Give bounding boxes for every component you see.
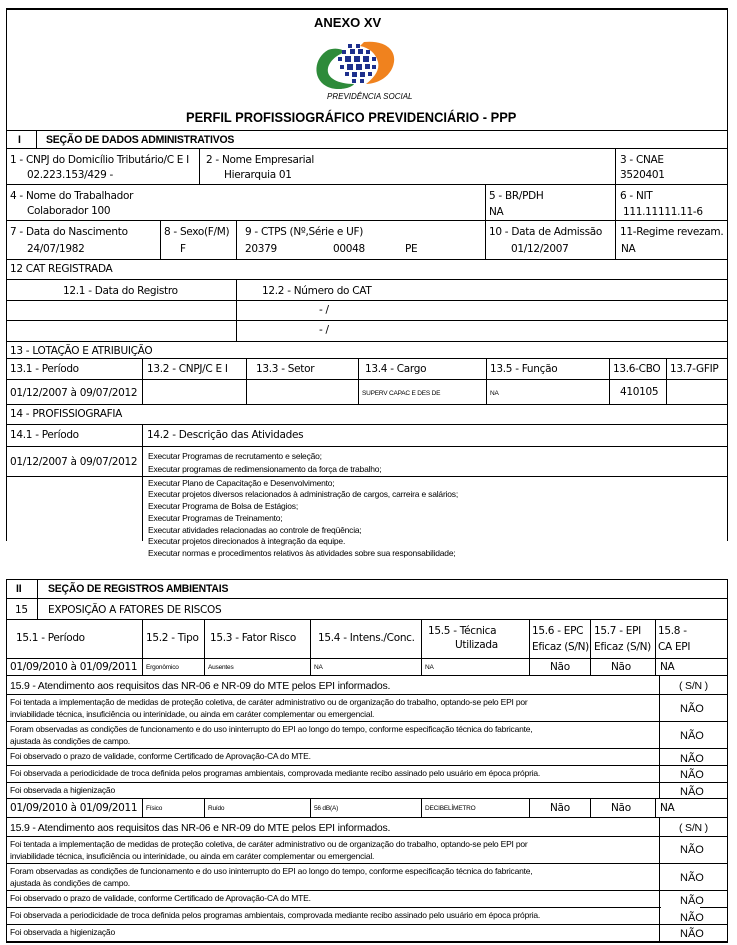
lotacao-title: 13 - LOTAÇÃO E ATRIBUIÇÃO xyxy=(10,345,153,357)
document-title: PERFIL PROFISSIOGRÁFICO PREVIDENCIÁRIO - PPP xyxy=(186,109,517,125)
cat-number-header: 12.2 - Número do CAT xyxy=(262,285,372,297)
exposure-header-tecnica: 15.5 - Técnica xyxy=(428,625,497,637)
requirement-text: Foram observadas as condições de funcionamento e do uso ininterrupto do EPI ao longo do tempo, conforme especificação técnica do fabricante, xyxy=(10,724,533,734)
profissiografia-title: 14 - PROFISSIOGRAFIA xyxy=(10,408,123,420)
requirement-answer: NÃO xyxy=(680,844,704,856)
requirement-text: Foi observada a higienização xyxy=(10,927,115,937)
lotacao-funcao-value: NA xyxy=(490,390,499,397)
section-2-title: SEÇÃO DE REGISTROS AMBIENTAIS xyxy=(48,583,229,595)
section-1-number: I xyxy=(18,134,21,146)
requirement-text: Foi observado o prazo de validade, conforme Certificado de Aprovação-CA do MTE. xyxy=(10,751,311,761)
cnae-label: 3 - CNAE xyxy=(620,154,664,166)
birth-date-value: 24/07/1982 xyxy=(27,243,85,255)
activity-item: Executar atividades relacionadas ao controle de freqüência; xyxy=(148,525,362,535)
exposure-epc: Não xyxy=(550,802,570,814)
requirements-sn-header: ( S/N ) xyxy=(679,680,708,692)
exposure-periodo: 01/09/2010 à 01/09/2011 xyxy=(10,661,138,673)
exposure-ca: NA xyxy=(660,802,675,814)
company-name-value: Hierarquia 01 xyxy=(224,169,292,181)
requirements-title: 15.9 - Atendimento aos requisitos das NR-06 e NR-09 do MTE pelos EPI informados. xyxy=(10,680,391,692)
exposure-header-ca: 15.8 - xyxy=(658,625,687,637)
exposure-header-epi: 15.7 - EPI xyxy=(594,625,641,637)
lotacao-cargo-value: SUPERV CAPAC E DES DE xyxy=(362,390,441,397)
cnpj-label: 1 - CNPJ do Domicílio Tributário/C E I xyxy=(10,154,189,166)
activity-item: Executar Programa de Bolsa de Estágios; xyxy=(148,501,299,511)
cnae-value: 3520401 xyxy=(620,169,665,181)
exposure-header-epc-2: Eficaz (S/N) xyxy=(532,641,589,653)
requirement-answer: NÃO xyxy=(680,769,704,781)
exposure-periodo: 01/09/2010 à 01/09/2011 xyxy=(10,802,138,814)
activity-item: Executar projetos direcionados à integração da equipe. xyxy=(148,536,346,546)
admission-date-label: 10 - Data de Admissão xyxy=(489,226,603,238)
nit-value: 111.11111.11-6 xyxy=(623,206,703,218)
logo-caption: PREVIDÊNCIA SOCIAL xyxy=(327,92,413,101)
section-1-title: SEÇÃO DE DADOS ADMINISTRATIVOS xyxy=(46,134,235,146)
requirement-answer: NÃO xyxy=(680,753,704,765)
exposure-section-title: EXPOSIÇÃO A FATORES DE RISCOS xyxy=(48,604,222,616)
activity-item: Executar programas de redimensionamento da força de trabalho; xyxy=(148,464,382,474)
requirement-text: Foi tentada a implementação de medidas de proteção coletiva, de caráter administrativo ou de organização do trabalho, optando-se pelo EPI por xyxy=(10,839,528,849)
activity-item: Executar Programas de Treinamento; xyxy=(148,513,283,523)
exposure-tecnica: NA xyxy=(425,664,434,671)
worker-name-label: 4 - Nome do Trabalhador xyxy=(10,190,134,202)
requirement-answer: NÃO xyxy=(680,730,704,742)
activity-item: Executar normas e procedimentos relativos às atividades sobre sua responsabilidade; xyxy=(148,548,456,558)
activity-item: Executar Programas de recrutamento e seleção; xyxy=(148,451,322,461)
exposure-section-number: 15 xyxy=(15,604,28,616)
exposure-tipo: Ergonômico xyxy=(146,664,179,671)
ctps-number: 20379 xyxy=(245,243,277,255)
sex-label: 8 - Sexo(F/M) xyxy=(164,226,230,238)
nit-label: 6 - NIT xyxy=(620,190,653,202)
exposure-fator: Ruído xyxy=(208,805,225,812)
exposure-epc: Não xyxy=(550,661,570,673)
shift-regime-label: 11-Regime revezam. xyxy=(620,226,724,238)
lotacao-header-funcao: 13.5 - Função xyxy=(490,363,558,375)
lotacao-header-periodo: 13.1 - Período xyxy=(10,363,79,375)
activity-item: Executar Plano de Capacitação e Desenvolvimento; xyxy=(148,478,335,488)
admission-date-value: 01/12/2007 xyxy=(511,243,569,255)
requirement-answer: NÃO xyxy=(680,786,704,798)
requirements-sn-header: ( S/N ) xyxy=(679,822,708,834)
requirement-answer: NÃO xyxy=(680,912,704,924)
profissiografia-periodo-header: 14.1 - Período xyxy=(10,429,79,441)
exposure-epi: Não xyxy=(611,661,631,673)
cat-title: 12 CAT REGISTRADA xyxy=(10,263,113,275)
exposure-header-tecnica-2: Utilizada xyxy=(455,639,498,651)
ctps-label: 9 - CTPS (Nº,Série e UF) xyxy=(245,226,364,238)
requirement-answer: NÃO xyxy=(680,703,704,715)
lotacao-periodo-value: 01/12/2007 à 09/07/2012 xyxy=(10,387,138,399)
requirement-answer: NÃO xyxy=(680,895,704,907)
ctps-uf: PE xyxy=(405,243,418,255)
br-pdh-label: 5 - BR/PDH xyxy=(489,190,544,202)
requirement-text: Foi observada a periodicidade de troca definida pelos programas ambientais, comprovada mediante recibo assinado pelo usuário em época própria. xyxy=(10,910,541,920)
profissiografia-descricao-header: 14.2 - Descrição das Atividades xyxy=(147,429,304,441)
cat-number-value: - / xyxy=(319,304,329,316)
requirement-text: Foram observadas as condições de funcionamento e do uso ininterrupto do EPI ao longo do tempo, conforme especificação técnica do fabricante, xyxy=(10,866,533,876)
requirement-text: ajustada às condições de campo. xyxy=(10,878,130,888)
lotacao-cbo-value: 410105 xyxy=(620,386,659,398)
shift-regime-value: NA xyxy=(621,243,636,255)
exposure-tipo: Físico xyxy=(146,805,163,812)
exposure-tecnica: DECIBELÍMETRO xyxy=(425,805,476,812)
exposure-header-ca-2: CA EPI xyxy=(658,641,691,653)
previdencia-social-logo xyxy=(308,38,406,92)
requirement-text: Foi observada a higienização xyxy=(10,785,115,795)
cat-number-value: - / xyxy=(319,324,329,336)
exposure-header-periodo: 15.1 - Período xyxy=(16,632,85,644)
ctps-series: 00048 xyxy=(333,243,365,255)
exposure-header-fator: 15.3 - Fator Risco xyxy=(210,632,297,644)
exposure-epi: Não xyxy=(611,802,631,814)
requirement-answer: NÃO xyxy=(680,872,704,884)
profissiografia-periodo-value: 01/12/2007 à 09/07/2012 xyxy=(10,456,138,468)
annex-title: ANEXO XV xyxy=(314,15,382,30)
requirement-answer: NÃO xyxy=(680,928,704,940)
exposure-intens: NA xyxy=(314,664,323,671)
cnpj-value: 02.223.153/429 - xyxy=(27,169,114,181)
requirement-text: Foi observado o prazo de validade, conforme Certificado de Aprovação-CA do MTE. xyxy=(10,893,311,903)
requirement-text: Foi tentada a implementação de medidas de proteção coletiva, de caráter administrativo ou de organização do trabalho, optando-se pelo EPI por xyxy=(10,697,528,707)
company-name-label: 2 - Nome Empresarial xyxy=(206,154,315,166)
requirement-text: inviabilidade técnica, insuficiência ou interinidade, ou ainda em caráter complementar ou emergencial. xyxy=(10,709,375,719)
lotacao-header-cbo: 13.6-CBO xyxy=(613,363,661,375)
exposure-header-epi-2: Eficaz (S/N) xyxy=(594,641,651,653)
exposure-header-tipo: 15.2 - Tipo xyxy=(146,632,199,644)
birth-date-label: 7 - Data do Nascimento xyxy=(10,226,128,238)
requirement-text: Foi observada a periodicidade de troca definida pelos programas ambientais, comprovada mediante recibo assinado pelo usuário em época própria. xyxy=(10,768,541,778)
exposure-header-intens: 15.4 - Intens./Conc. xyxy=(318,632,415,644)
lotacao-header-cargo: 13.4 - Cargo xyxy=(365,363,427,375)
exposure-ca: NA xyxy=(660,661,675,673)
activity-item: Executar projetos diversos relacionados à administração de cargos, carreira e salários; xyxy=(148,489,459,499)
sex-value: F xyxy=(180,243,186,255)
cat-date-header: 12.1 - Data do Registro xyxy=(63,285,178,297)
exposure-intens: 56 dB(A) xyxy=(314,805,339,812)
requirement-text: inviabilidade técnica, insuficiência ou interinidade, ou ainda em caráter complementar ou emergencial. xyxy=(10,851,375,861)
lotacao-header-gfip: 13.7-GFIP xyxy=(670,363,719,375)
exposure-fator: Ausentes xyxy=(208,664,234,671)
lotacao-header-setor: 13.3 - Setor xyxy=(256,363,315,375)
requirements-title: 15.9 - Atendimento aos requisitos das NR-06 e NR-09 do MTE pelos EPI informados. xyxy=(10,822,391,834)
requirement-text: ajustada às condições de campo. xyxy=(10,736,130,746)
lotacao-header-cnpj: 13.2 - CNPJ/C E I xyxy=(147,363,228,375)
exposure-header-epc: 15.6 - EPC xyxy=(532,625,584,637)
worker-name-value: Colaborador 100 xyxy=(27,205,111,217)
br-pdh-value: NA xyxy=(489,206,504,218)
section-2-number: II xyxy=(16,583,22,595)
